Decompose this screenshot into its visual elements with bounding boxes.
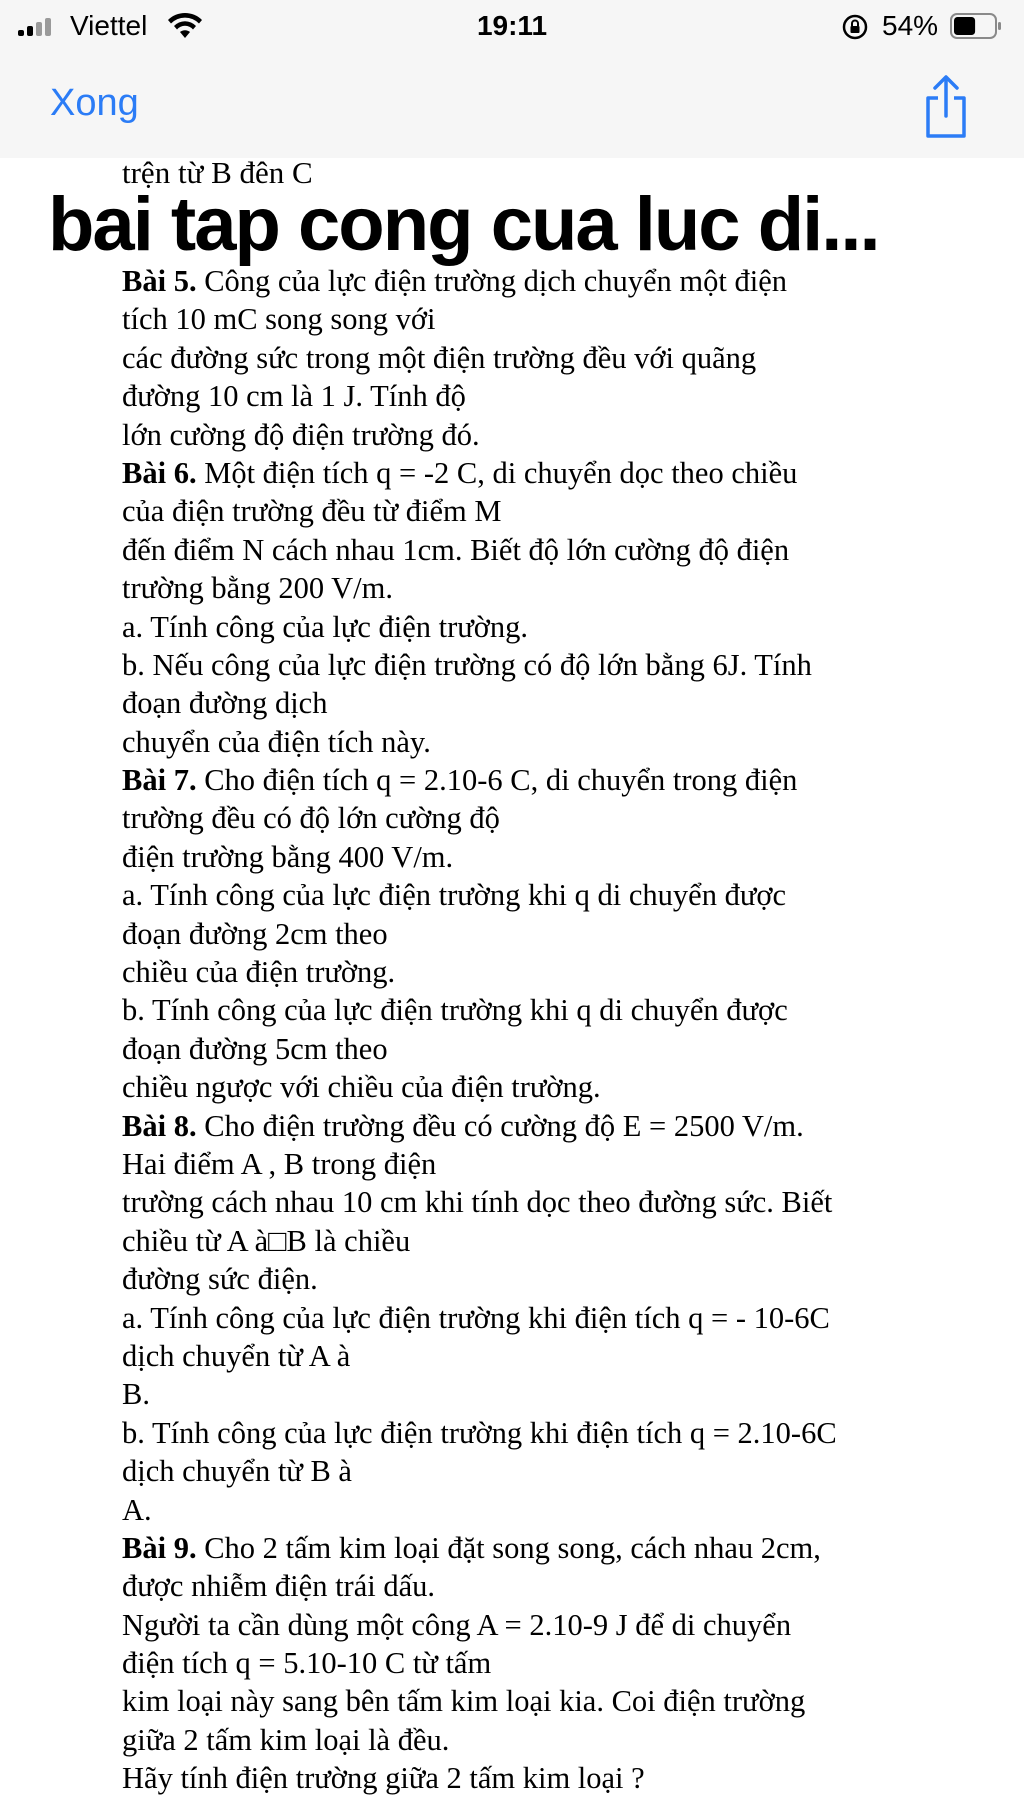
text-content: Hai điểm A , B trong điện: [122, 1146, 437, 1181]
exercise-heading: Bài 5.: [122, 264, 197, 298]
text-line: [122, 1682, 922, 1720]
text-line: [122, 339, 922, 377]
exercise-heading: Bài 6.: [122, 455, 197, 490]
document-title: bai tap cong cua luc di...: [48, 182, 879, 267]
text-line: [122, 1030, 922, 1068]
exercise-heading: Bài 9.: [122, 1530, 197, 1565]
text-line: [122, 761, 922, 799]
text-line: [122, 876, 922, 914]
text-content: điện trường bằng 400 V/m.: [122, 839, 454, 874]
text-line: [122, 1644, 922, 1682]
battery-percentage: 54%: [882, 10, 939, 41]
text-content: a. Tính công của lực điện trường.: [122, 609, 529, 644]
text-content: kim loại này sang bên tấm kim loại kia. Coi điện trường: [122, 1684, 806, 1719]
exercise-heading: Bài 7.: [122, 763, 197, 798]
text-content: a. Tính công của lực điện trường khi q di chuyển được: [122, 878, 787, 913]
text-content: dịch chuyển từ A à: [122, 1338, 351, 1373]
text-line: [122, 262, 922, 300]
text-line: [122, 1107, 922, 1145]
text-content: chiều từ A à□B là chiều: [122, 1223, 411, 1258]
text-content: các đường sức trong một điện trường đều với quãng: [122, 340, 757, 375]
text-line: [122, 1222, 922, 1260]
text-line: [122, 1337, 922, 1375]
text-line: [122, 300, 922, 338]
text-content: tích 10 mC song song với: [122, 302, 436, 337]
text-content: đường sức điện.: [122, 1262, 318, 1297]
text-line: [122, 1299, 922, 1337]
partial-text-line: trện từ B đên C: [122, 158, 313, 190]
navigation-bar: [0, 54, 1024, 159]
text-line: [122, 531, 922, 569]
text-line: [122, 1145, 922, 1183]
share-icon[interactable]: [918, 72, 974, 140]
document-view[interactable]: [0, 158, 1024, 1820]
carrier-name: Viettel: [70, 10, 148, 41]
exercise-heading: Bài 8.: [122, 1108, 197, 1143]
text-content: trường bằng 200 V/m.: [122, 571, 394, 606]
text-content: lớn cường độ điện trường đó.: [122, 417, 480, 452]
text-content: đến điểm N cách nhau 1cm. Biết độ lớn cường độ điện: [122, 532, 790, 567]
text-content: chiều ngược với chiều của điện trường.: [122, 1070, 601, 1105]
text-content: Công của lực điện trường dịch chuyển một điện: [196, 264, 788, 298]
orientation-lock-icon: [842, 14, 868, 40]
text-content: của điện trường đều từ điểm M: [122, 494, 502, 529]
text-content: đoạn đường 5cm theo: [122, 1031, 388, 1066]
text-line: [122, 1721, 922, 1759]
status-time: 19:11: [476, 10, 548, 41]
text-content: chiều của điện trường.: [122, 955, 396, 990]
text-line: [122, 646, 922, 684]
text-line: [122, 1529, 922, 1567]
text-content: đoạn đường dịch: [122, 686, 328, 721]
text-line: [122, 953, 922, 991]
text-line: [122, 1260, 922, 1298]
text-line: [122, 1759, 922, 1797]
text-content: đường 10 cm là 1 J. Tính độ: [122, 379, 466, 414]
done-button[interactable]: Xong: [50, 82, 139, 124]
text-content: Cho điện tích q = 2.10-6 C, di chuyển trong điện: [196, 763, 798, 798]
text-content: chuyển của điện tích này.: [122, 724, 431, 759]
status-bar: [0, 0, 1024, 54]
text-content: trường cách nhau 10 cm khi tính dọc theo đường sức. Biết: [122, 1185, 833, 1220]
text-line: [122, 1491, 922, 1529]
text-line: [122, 1414, 922, 1452]
text-line: [122, 1452, 922, 1490]
text-line: [122, 416, 922, 454]
text-content: dịch chuyển từ B à: [122, 1454, 352, 1489]
text-line: [122, 608, 922, 646]
text-content: đoạn đường 2cm theo: [122, 916, 388, 951]
text-content: giữa 2 tấm kim loại là đều.: [122, 1722, 450, 1757]
text-content: b. Tính công của lực điện trường khi q di chuyển được: [122, 993, 788, 1028]
text-content: b. Tính công của lực điện trường khi điện tích q = 2.10-6C: [122, 1415, 837, 1450]
text-content: được nhiễm điện trái dấu.: [122, 1569, 435, 1604]
text-line: [122, 1068, 922, 1106]
text-content: Người ta cần dùng một công A = 2.10-9 J để di chuyển: [122, 1607, 792, 1642]
text-content: Một điện tích q = -2 C, di chuyển dọc theo chiều: [196, 455, 798, 490]
text-line: [122, 377, 922, 415]
text-line: [122, 569, 922, 607]
text-content: b. Nếu công của lực điện trường có độ lớn bằng 6J. Tính: [122, 647, 812, 682]
text-line: [122, 492, 922, 530]
battery-icon: [950, 13, 1002, 39]
text-line: [122, 723, 922, 761]
text-line: [122, 454, 922, 492]
document-body: [122, 262, 922, 1798]
text-line: [122, 991, 922, 1029]
text-content: B.: [122, 1377, 150, 1412]
text-line: [122, 1567, 922, 1605]
text-line: [122, 1183, 922, 1221]
text-line: [122, 799, 922, 837]
text-content: Cho điện trường đều có cường độ E = 2500 V/m.: [196, 1108, 804, 1143]
text-content: Cho 2 tấm kim loại đặt song song, cách nhau 2cm,: [196, 1530, 821, 1565]
text-content: A.: [122, 1492, 152, 1527]
text-line: [122, 1375, 922, 1413]
text-content: trường đều có độ lớn cường độ: [122, 801, 500, 836]
text-content: điện tích q = 5.10-10 C từ tấm: [122, 1646, 492, 1681]
text-line: [122, 1606, 922, 1644]
text-line: [122, 684, 922, 722]
text-line: [122, 838, 922, 876]
text-content: a. Tính công của lực điện trường khi điện tích q = - 10-6C: [122, 1300, 830, 1335]
text-line: [122, 915, 922, 953]
text-content: Hãy tính điện trường giữa 2 tấm kim loại ?: [122, 1761, 645, 1796]
